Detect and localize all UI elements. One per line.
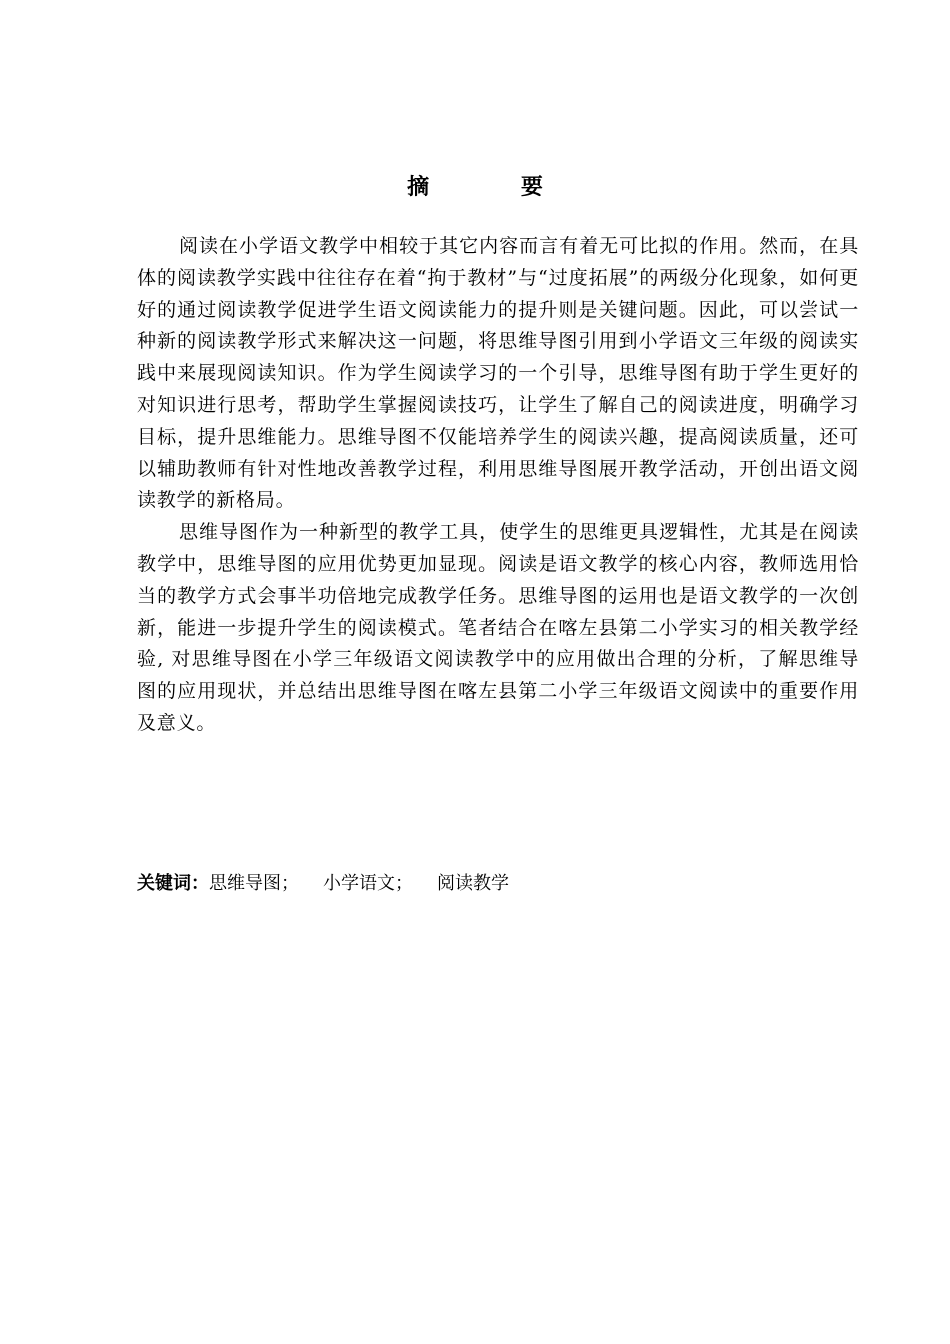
keyword-item: 思维导图； (209, 873, 299, 894)
abstract-body (137, 231, 859, 740)
keyword-item: 小学语文； (323, 873, 413, 894)
abstract-paragraph-1: 阅读在小学语文教学中相较于其它内容而言有着无可比拟的作用。然而，在具体的阅读教学实践中往往存在着“拘于教材”与“过度拓展”的两级分化现象，如何更好的通过阅读教学促进学生语文阅读能力的提升则是关键问题。因此，可以尝试一种新的阅读教学形式来解决这一问题，将思维导图引用到小学语文三年级的阅读实践中来展现阅读知识。作为学生阅读学习的一个引导，思维导图有助于学生更好的对知识进行思考，帮助学生掌握阅读技巧，让学生了解自己的阅读进度，明确学习目标，提升思维能力。思维导图不仅能培养学生的阅读兴趣，提高阅读质量，还可以辅助教师有针对性地改善教学过程，利用思维导图展开教学活动，开创出语文阅读教学的新格局。 (137, 235, 859, 512)
keywords-label: 关键词： (137, 873, 209, 894)
abstract-heading: 摘 要 (407, 175, 585, 200)
keywords-line (137, 869, 859, 899)
abstract-paragraph-2: 思维导图作为一种新型的教学工具，使学生的思维更具逻辑性，尤其是在阅读教学中，思维导图的应用优势更加显现。阅读是语文教学的核心内容，教师选用恰当的教学方式会事半功倍地完成教学任务。思维导图的运用也是语文教学的一次创新，能进一步提升学生的阅读模式。笔者结合在喀左县第二小学实习的相关教学经验, 对思维导图在小学三年级语文阅读教学中的应用做出合理的分析，了解思维导图的应用现状，并总结出思维导图在喀左县第二小学三年级语文阅读中的重要作用及意义。 (137, 521, 859, 734)
keyword-item: 阅读教学 (437, 873, 509, 894)
